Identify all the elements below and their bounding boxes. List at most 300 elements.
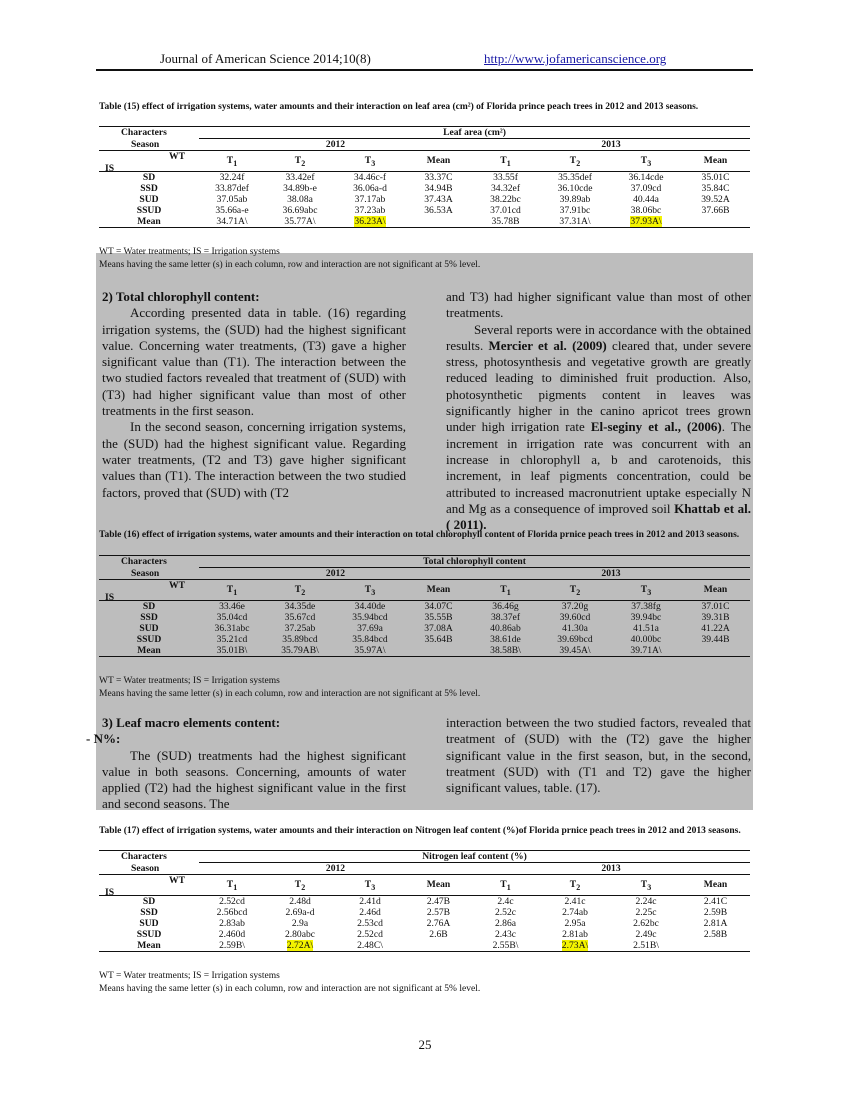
table-row (99, 918, 750, 929)
cell-value: 35.97A\ (354, 645, 386, 656)
table-cell (681, 940, 750, 952)
subscript: 2 (576, 587, 581, 597)
cell-value: 38.06bc (630, 205, 662, 216)
table15 (99, 126, 750, 228)
table-cell (199, 623, 265, 634)
table-cell (335, 907, 405, 918)
column-header: $T_3$ (335, 875, 405, 896)
table-cell (199, 183, 265, 194)
wt-is-corner (99, 580, 199, 601)
subscript: 1 (233, 882, 238, 892)
row-label: SSUD (136, 929, 162, 940)
table-cell (405, 918, 472, 929)
table15-note-legend: WT = Water treatments; IS = Irrigation systems (99, 247, 280, 257)
cell-value: 33.87def (215, 183, 249, 194)
column-header: $T_1$ (472, 580, 539, 601)
table-cell (199, 907, 265, 918)
cell-value: 39.52A (701, 194, 730, 205)
cell-value: 2.43c (494, 929, 517, 940)
table-cell (265, 183, 335, 194)
column-header: $T_1$ (199, 875, 265, 896)
table-cell (335, 194, 405, 205)
table-cell (335, 612, 405, 623)
subscript: 3 (647, 587, 652, 597)
subscript: 2 (301, 587, 306, 597)
cell-value: 37.08A (424, 623, 453, 634)
cell-value: 2.52c (494, 907, 517, 918)
table-cell (199, 172, 265, 184)
subscript: 2 (576, 882, 581, 892)
table-row (99, 601, 750, 613)
cell-value: 2.24c (635, 896, 657, 907)
table-cell (681, 918, 750, 929)
cell-value: 36.53A (424, 205, 453, 216)
table-cell (539, 194, 611, 205)
row-label: SSD (140, 907, 158, 918)
column-header: $T_2$ (539, 580, 611, 601)
table-cell (472, 896, 539, 908)
cell-value: 35.01C (701, 172, 730, 183)
table-cell (265, 645, 335, 657)
subscript: 3 (371, 158, 376, 168)
table-cell (472, 172, 539, 184)
cell-value: 39.31B (701, 612, 730, 623)
cell-value: 35.04cd (216, 612, 248, 623)
cell-value: 40.86ab (490, 623, 521, 634)
table-cell (265, 623, 335, 634)
cell-value: 37.25ab (284, 623, 316, 634)
cell-value: 34.32ef (490, 183, 521, 194)
table-cell (265, 601, 335, 613)
table-cell (472, 940, 539, 952)
table-cell (199, 929, 265, 940)
cell-value: 35.78B (491, 216, 520, 227)
cell-value: 2.86a (494, 918, 517, 929)
table-cell (405, 194, 472, 205)
table15-caption-text: Table (15) effect of irrigation systems, water amounts and their interaction on leaf area (cm²) of Florida prince peach trees in 2012 and 2013 seasons. (99, 102, 699, 112)
cell-value: 38.22bc (490, 194, 521, 205)
table17-note-significance: Means having the same letter (s) in each column, row and interaction are not significant at 5% level. (99, 984, 481, 994)
season-label: Season (131, 138, 160, 150)
column-header: $T_1$ (472, 875, 539, 896)
column-header: $T_2$ (265, 151, 335, 172)
cell-value: 33.55f (493, 172, 518, 183)
table-cell (539, 634, 611, 645)
table16 (99, 555, 750, 657)
is-label: IS (105, 887, 115, 898)
section2-left-column (102, 289, 406, 501)
table-cell (265, 634, 335, 645)
cell-value: 2.48C\ (357, 940, 383, 951)
table-cell (199, 601, 265, 613)
table-row (99, 940, 750, 952)
subscript: 2 (301, 882, 306, 892)
table-cell (472, 601, 539, 613)
table-row (99, 194, 750, 205)
cell-value: 36.46g (492, 601, 519, 612)
table-cell (539, 940, 611, 952)
table-cell (611, 918, 681, 929)
table-cell (472, 205, 539, 216)
table-cell (472, 623, 539, 634)
table-cell (472, 645, 539, 657)
table-cell (405, 216, 472, 228)
cell-value: 2.80abc (284, 929, 316, 940)
table-cell (335, 918, 405, 929)
section3-right-column (446, 715, 751, 796)
column-header: $T_3$ (335, 151, 405, 172)
cell-value: 38.61de (490, 634, 521, 645)
cell-value: 2.41d (359, 896, 381, 907)
year-2013: 2013 (472, 863, 750, 875)
text: cleared that, under severe stress, photosynthesis and vegetative growth are greatly reduced leading to diminished fruit production. Also, photosynthetic pigments content in leaves was significantly higher in the canino apricot trees grown under high irrigation rate (446, 337, 751, 435)
table-cell (265, 907, 335, 918)
row-label: SSD (140, 612, 158, 623)
table-cell (265, 194, 335, 205)
cell-value: 37.93A\ (630, 216, 662, 227)
cell-value: 2.69a-d (285, 907, 315, 918)
table-cell (335, 645, 405, 657)
row-label: SD (99, 896, 199, 908)
subscript: 2 (576, 158, 581, 168)
table-row (99, 645, 750, 657)
table16-note-legend: WT = Water treatments; IS = Irrigation systems (99, 676, 280, 686)
cell-value: 37.23ab (354, 205, 386, 216)
cell-value: 37.69a (357, 623, 383, 634)
cell-value: 2.4c (497, 896, 514, 907)
table-cell (405, 645, 472, 657)
table-cell (681, 929, 750, 940)
table-cell (472, 918, 539, 929)
cell-value: 35.21cd (216, 634, 248, 645)
cell-value: 36.14cde (628, 172, 664, 183)
cell-value: 2.73A\ (561, 940, 589, 951)
cell-value: 2.41C (703, 896, 728, 907)
table-cell (611, 205, 681, 216)
cell-value: 2.41c (564, 896, 586, 907)
table-row (99, 929, 750, 940)
cell-value: 2.52cd (219, 896, 245, 907)
table-cell (472, 929, 539, 940)
table-cell (265, 216, 335, 228)
table-cell (265, 896, 335, 908)
cell-value: 39.60cd (559, 612, 591, 623)
cell-value: 36.31abc (214, 623, 250, 634)
table-cell (681, 896, 750, 908)
table-cell (335, 896, 405, 908)
cell-value: 37.17ab (354, 194, 386, 205)
cell-value: 33.42ef (285, 172, 315, 183)
wt-is-corner (99, 875, 199, 896)
table16-note-significance: Means having the same letter (s) in each column, row and interaction are not significant at 5% level. (99, 689, 481, 699)
table-cell (265, 612, 335, 623)
table-row (99, 623, 750, 634)
table-cell (611, 907, 681, 918)
cell-value: 2.72A\ (286, 940, 314, 951)
cell-value: 2.460d (218, 929, 246, 940)
table-cell (335, 172, 405, 184)
column-header: Mean (405, 151, 472, 172)
cell-value: 33.46e (219, 601, 245, 612)
table17 (99, 850, 750, 952)
section3-left-paragraph: The (SUD) treatments had the highest significant value in both seasons. Concerning, amounts of water applied (T2) had the highest significant value in the first and second seasons. The (102, 747, 406, 812)
is-label: IS (105, 163, 115, 174)
table-cell (405, 940, 472, 952)
table-cell (472, 194, 539, 205)
table-cell (681, 194, 750, 205)
cell-value: 35.84C (701, 183, 730, 194)
cell-value: 39.69bcd (557, 634, 593, 645)
table16-caption-text: Table (16) effect of irrigation systems, water amounts and their interaction on total chlorophyll content of Florida prnice peach trees in 2012 and 2013 seasons. (99, 530, 740, 540)
table-cell (199, 896, 265, 908)
table-cell (681, 634, 750, 645)
cell-value: 34.71A\ (216, 216, 248, 227)
table-cell (539, 172, 611, 184)
cell-value: 2.49c (635, 929, 657, 940)
table-cell (539, 601, 611, 613)
subscript: 3 (647, 158, 652, 168)
table-cell (681, 183, 750, 194)
table-cell (539, 612, 611, 623)
section2-right-paragraph-1: and T3) had higher significant value than most of other treatments. (446, 289, 751, 321)
table-cell (405, 907, 472, 918)
table-cell (335, 601, 405, 613)
section3-subtitle: - N%: (86, 731, 121, 747)
cell-value: 37.91bc (559, 205, 591, 216)
year-2013: 2013 (472, 139, 750, 151)
table-cell (265, 172, 335, 184)
row-label: SSUD (136, 205, 162, 216)
column-header: $T_1$ (199, 151, 265, 172)
subscript: 2 (301, 158, 306, 168)
cell-value: 37.66B (701, 205, 730, 216)
cell-value: 41.30a (562, 623, 588, 634)
table-cell (539, 216, 611, 228)
table-cell (611, 601, 681, 613)
cell-value: 37.05ab (216, 194, 248, 205)
cell-value: 34.35de (284, 601, 316, 612)
characters-label: Characters (99, 851, 199, 863)
table-row (99, 907, 750, 918)
table-cell (335, 940, 405, 952)
table-cell (681, 645, 750, 657)
reference-elseginy: El-seginy et al., (2006) (590, 419, 722, 435)
cell-value: 36.06a-d (353, 183, 387, 194)
table-cell (539, 623, 611, 634)
section3-left-column (86, 715, 406, 813)
column-header: $T_3$ (611, 580, 681, 601)
cell-value: 34.40de (354, 601, 386, 612)
table15-note-significance: Means having the same letter (s) in each column, row and interaction are not significant at 5% level. (99, 260, 481, 270)
cell-value: 35.55B (424, 612, 453, 623)
header-rule (96, 69, 753, 71)
cell-value: 35.64B (424, 634, 453, 645)
row-label: SSUD (136, 634, 162, 645)
table-cell (539, 645, 611, 657)
table-cell (199, 205, 265, 216)
table-cell (681, 601, 750, 613)
characters-label: Characters (99, 556, 199, 568)
cell-value: 39.44B (701, 634, 730, 645)
table-cell (472, 183, 539, 194)
cell-value: 34.94B (424, 183, 453, 194)
cell-value: 2.74ab (562, 907, 588, 918)
section3-title: 3) Leaf macro elements content: (102, 715, 281, 730)
table-cell (539, 896, 611, 908)
table-cell (611, 634, 681, 645)
section3-right-paragraph: interaction between the two studied factors, revealed that treatment of (SUD) with the (T2) gave the higher significant value in the first season, but, in the second, treatment (SUD) with (T1 and T2) gave the higher significant values, table. (17). (446, 715, 751, 796)
wt-label: WT (169, 580, 185, 591)
cell-value: 39.45A\ (559, 645, 591, 656)
column-header: $T_3$ (611, 151, 681, 172)
season-label: Season (131, 567, 160, 579)
section2-title: 2) Total chlorophyll content: (102, 289, 260, 304)
table-row (99, 896, 750, 908)
cell-value: 38.08a (287, 194, 313, 205)
cell-value: 36.23A\ (354, 216, 386, 227)
year-2013: 2013 (472, 568, 750, 580)
cell-value: 2.48d (289, 896, 311, 907)
column-header: Mean (405, 875, 472, 896)
subscript: 1 (506, 882, 511, 892)
column-header: $T_2$ (265, 875, 335, 896)
measure-title: Leaf area (cm²) (199, 127, 750, 139)
cell-value: 38.58B\ (490, 645, 521, 656)
column-header: Mean (405, 580, 472, 601)
column-header: $T_3$ (611, 875, 681, 896)
wt-label: WT (169, 151, 185, 162)
row-label: SD (99, 601, 199, 613)
cell-value: 35.94bcd (352, 612, 388, 623)
cell-value: 35.01B\ (216, 645, 248, 656)
column-header: Mean (681, 151, 750, 172)
cell-value: 37.01cd (490, 205, 521, 216)
row-label: Mean (99, 645, 199, 657)
table-cell (611, 172, 681, 184)
cell-value: 2.51B\ (633, 940, 659, 951)
year-2012: 2012 (199, 568, 472, 580)
table17-caption (99, 825, 749, 837)
cell-value: 2.47B (426, 896, 451, 907)
column-header: $T_2$ (265, 580, 335, 601)
section2-left-paragraph-2: In the second season, concerning irrigation systems, the (SUD) had the highest significant value. Regarding water treatments, (T2 and T3) gave higher significant values than (T1). The interaction between the two studied factors, proved that (SUD) with (T2 (102, 419, 406, 500)
cell-value: 39.89ab (559, 194, 591, 205)
table-cell (539, 918, 611, 929)
cell-value: 35.89bcd (282, 634, 318, 645)
table-cell (539, 907, 611, 918)
table-row (99, 172, 750, 184)
cell-value: 34.46c-f (353, 172, 387, 183)
table-cell (199, 634, 265, 645)
table-cell (265, 918, 335, 929)
cell-value: 37.38fg (631, 601, 661, 612)
cell-value: 36.10cde (557, 183, 593, 194)
cell-value: 37.20g (561, 601, 589, 612)
row-label: SUD (139, 623, 159, 634)
table-cell (611, 929, 681, 940)
row-label: SUD (139, 194, 159, 205)
cell-value: 2.76A (426, 918, 451, 929)
table-cell (611, 896, 681, 908)
table-cell (335, 205, 405, 216)
table16-caption (99, 529, 749, 541)
cell-value: 2.56bcd (216, 907, 248, 918)
reference-khattab: Khattab et al. ( 2011). (446, 500, 751, 533)
table-row (99, 183, 750, 194)
cell-value: 32.24f (219, 172, 245, 183)
cell-value: 39.94bc (630, 612, 662, 623)
table-cell (472, 216, 539, 228)
cell-value: 35.35def (558, 172, 592, 183)
table-cell (405, 896, 472, 908)
subscript: 1 (506, 587, 511, 597)
cell-value: 2.95a (564, 918, 586, 929)
cell-value: 41.22A (701, 623, 730, 634)
wt-is-corner (99, 151, 199, 172)
table-cell (681, 172, 750, 184)
cell-value: 2.55B\ (492, 940, 519, 951)
subscript: 3 (371, 587, 376, 597)
journal-url-link[interactable]: http://www.jofamericanscience.org (484, 51, 667, 66)
year-2012: 2012 (199, 139, 472, 151)
cell-value: 2.59B (703, 907, 728, 918)
cell-value: 36.69abc (282, 205, 318, 216)
cell-value: 2.58B (703, 929, 728, 940)
table15-caption (99, 101, 749, 113)
cell-value: 40.44a (633, 194, 659, 205)
table-cell (539, 205, 611, 216)
table-cell (199, 645, 265, 657)
cell-value: 2.57B (426, 907, 451, 918)
cell-value: 33.37C (424, 172, 453, 183)
table-cell (405, 205, 472, 216)
cell-value: 38.37ef (490, 612, 521, 623)
cell-value: 2.81A (703, 918, 728, 929)
reference-mercier: Mercier et al. (2009) (488, 337, 607, 353)
subscript: 3 (647, 882, 652, 892)
cell-value: 37.09cd (630, 183, 662, 194)
subscript: 1 (233, 158, 238, 168)
subscript: 3 (371, 882, 376, 892)
table-cell (199, 194, 265, 205)
cell-value: 39.71A\ (630, 645, 662, 656)
cell-value: 40.00bc (630, 634, 662, 645)
table-cell (405, 183, 472, 194)
table-cell (265, 929, 335, 940)
cell-value: 2.59B\ (219, 940, 245, 951)
subscript: 1 (233, 587, 238, 597)
cell-value: 2.81ab (562, 929, 588, 940)
cell-value: 37.31A\ (559, 216, 591, 227)
cell-value: 2.25c (635, 907, 657, 918)
cell-value: 35.67cd (284, 612, 316, 623)
section2-right-paragraph-2 (446, 322, 751, 534)
table-cell (405, 172, 472, 184)
table-cell (611, 645, 681, 657)
table-cell (539, 929, 611, 940)
table-cell (199, 612, 265, 623)
measure-title: Nitrogen leaf content (%) (199, 851, 750, 863)
table-cell (611, 183, 681, 194)
table-row (99, 216, 750, 228)
table-cell (265, 205, 335, 216)
table-cell (472, 907, 539, 918)
table-cell (681, 205, 750, 216)
table-cell (681, 907, 750, 918)
row-label: SSD (140, 183, 158, 194)
table-cell (199, 216, 265, 228)
table-cell (472, 612, 539, 623)
